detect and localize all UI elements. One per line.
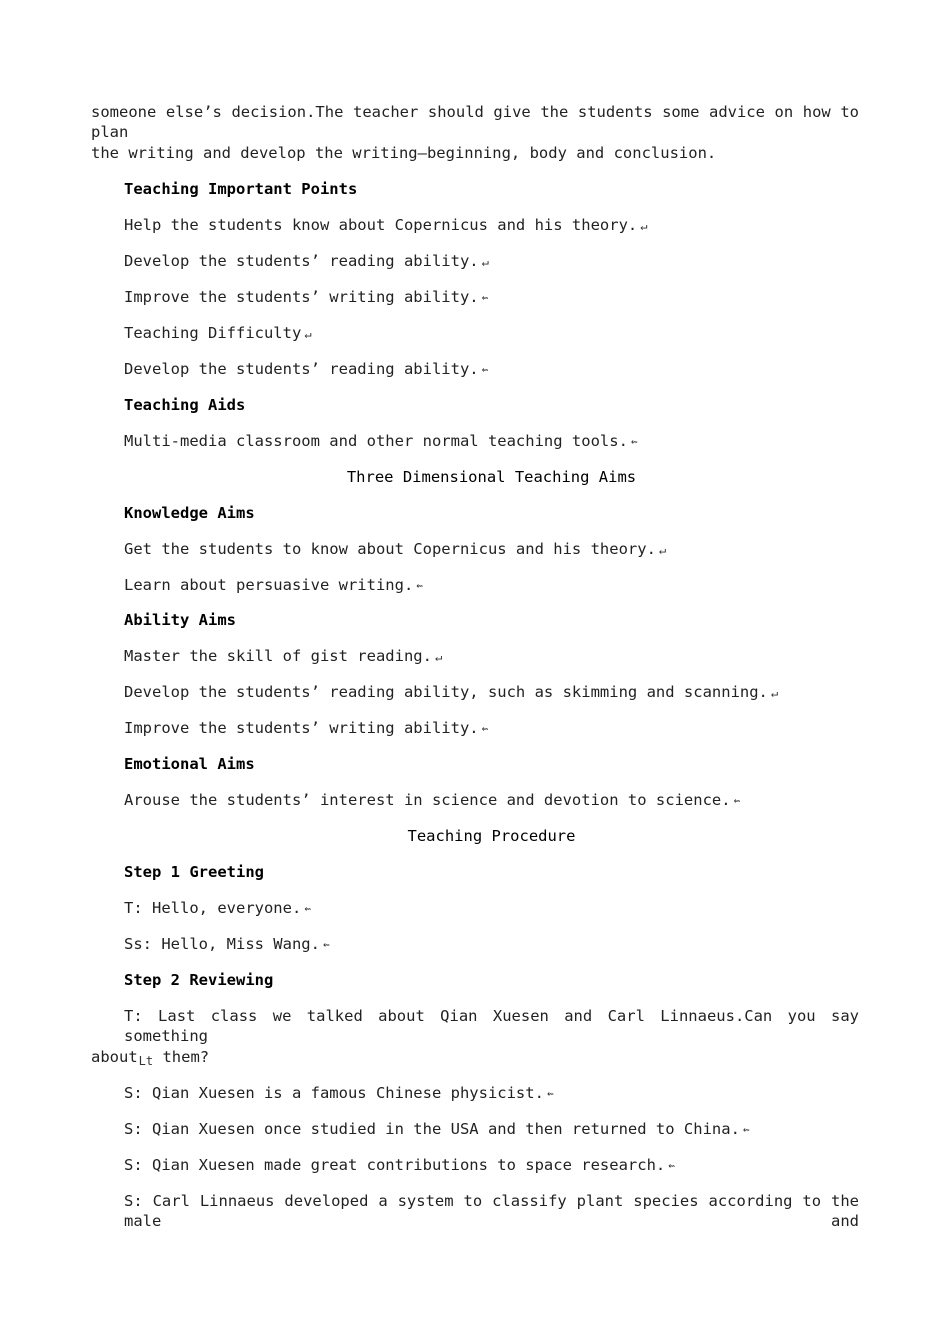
paragraph-mark-icon: ↵ xyxy=(434,649,443,664)
paragraph-mark-icon: ↵ xyxy=(640,218,648,233)
section-heading: Step 1 Greeting xyxy=(124,863,264,881)
line-break-mark-icon: ⇜ xyxy=(481,362,489,376)
list-line: Multi-media classroom and other normal teaching tools. ⇜ xyxy=(124,432,638,450)
section-heading: Teaching Difficulty ↵ xyxy=(124,324,312,342)
paragraph-mark-icon: ↵ xyxy=(481,254,489,269)
dialogue-line: S: Qian Xuesen once studied in the USA and then returned to China. ⇜ xyxy=(124,1120,750,1138)
line-break-mark-icon: ⇜ xyxy=(322,937,330,951)
line-break-mark-icon: ⇜ xyxy=(733,793,741,807)
line-break-mark-icon: ⇜ xyxy=(668,1158,675,1172)
list-line: Improve the students’ writing ability. ⇜ xyxy=(124,288,489,306)
list-line: Get the students to know about Copernicus and his theory. ↵ xyxy=(124,540,667,558)
dialogue-line: T: Last class we talked about Qian Xuesen and Carl Linnaeus.Can you say something xyxy=(124,1007,859,1045)
section-heading: Ability Aims xyxy=(124,611,236,629)
section-heading: Knowledge Aims xyxy=(124,504,255,522)
dialogue-line: S: Qian Xuesen made great contributions to space research. ⇜ xyxy=(124,1156,675,1174)
line-break-mark-icon: ⇜ xyxy=(630,434,638,448)
dialogue-line: S: Carl Linnaeus developed a system to classify plant species according to the male and xyxy=(124,1192,859,1230)
list-line: Develop the students’ reading ability. ⇜ xyxy=(124,360,489,378)
line-break-mark-icon: ⇜ xyxy=(481,290,489,304)
section-heading: Step 2 Reviewing xyxy=(124,971,274,989)
list-line: Develop the students’ reading ability. ↵ xyxy=(124,252,489,270)
line-break-mark-icon: ⇜ xyxy=(742,1122,750,1136)
line-break-mark-icon: ⇜ xyxy=(416,578,423,592)
paragraph-mark-icon: ↵ xyxy=(770,685,779,700)
paragraph-mark-icon: ↵ xyxy=(304,326,312,341)
paragraph-line: the writing and develop the writing—beginning, body and conclusion. xyxy=(91,144,717,162)
list-line: Master the skill of gist reading. ↵ xyxy=(124,647,443,665)
centered-title: Teaching Procedure xyxy=(407,827,576,845)
dialogue-line: Ss: Hello, Miss Wang. ⇜ xyxy=(124,935,330,953)
section-heading: Emotional Aims xyxy=(124,755,255,773)
dialogue-line: T: Hello, everyone. ⇜ xyxy=(124,899,311,917)
dialogue-line: S: Qian Xuesen is a famous Chinese physicist. ⇜ xyxy=(124,1084,554,1102)
list-line: Develop the students’ reading ability, such as skimming and scanning. ↵ xyxy=(124,683,779,701)
line-break-mark-icon: ⇜ xyxy=(481,721,489,735)
paragraph-line: someone else’s decision.The teacher should give the students some advice on how to plan xyxy=(91,103,859,141)
line-break-mark-icon: ⇜ xyxy=(304,901,311,915)
anchor-mark-icon: Lt xyxy=(138,1054,154,1068)
list-line: Help the students know about Copernicus and his theory. ↵ xyxy=(124,216,648,234)
line-break-mark-icon: ⇜ xyxy=(546,1086,554,1100)
list-line: Arouse the students’ interest in science and devotion to science. ⇜ xyxy=(124,791,741,809)
list-line: Improve the students’ writing ability. ⇜ xyxy=(124,719,489,737)
paragraph-mark-icon: ↵ xyxy=(658,542,667,557)
section-heading: Teaching Aids xyxy=(124,396,246,414)
dialogue-line: aboutLt them? xyxy=(91,1047,209,1071)
centered-title: Three Dimensional Teaching Aims xyxy=(346,468,637,486)
section-heading: Teaching Important Points xyxy=(124,180,358,198)
list-line: Learn about persuasive writing. ⇜ xyxy=(124,576,423,594)
